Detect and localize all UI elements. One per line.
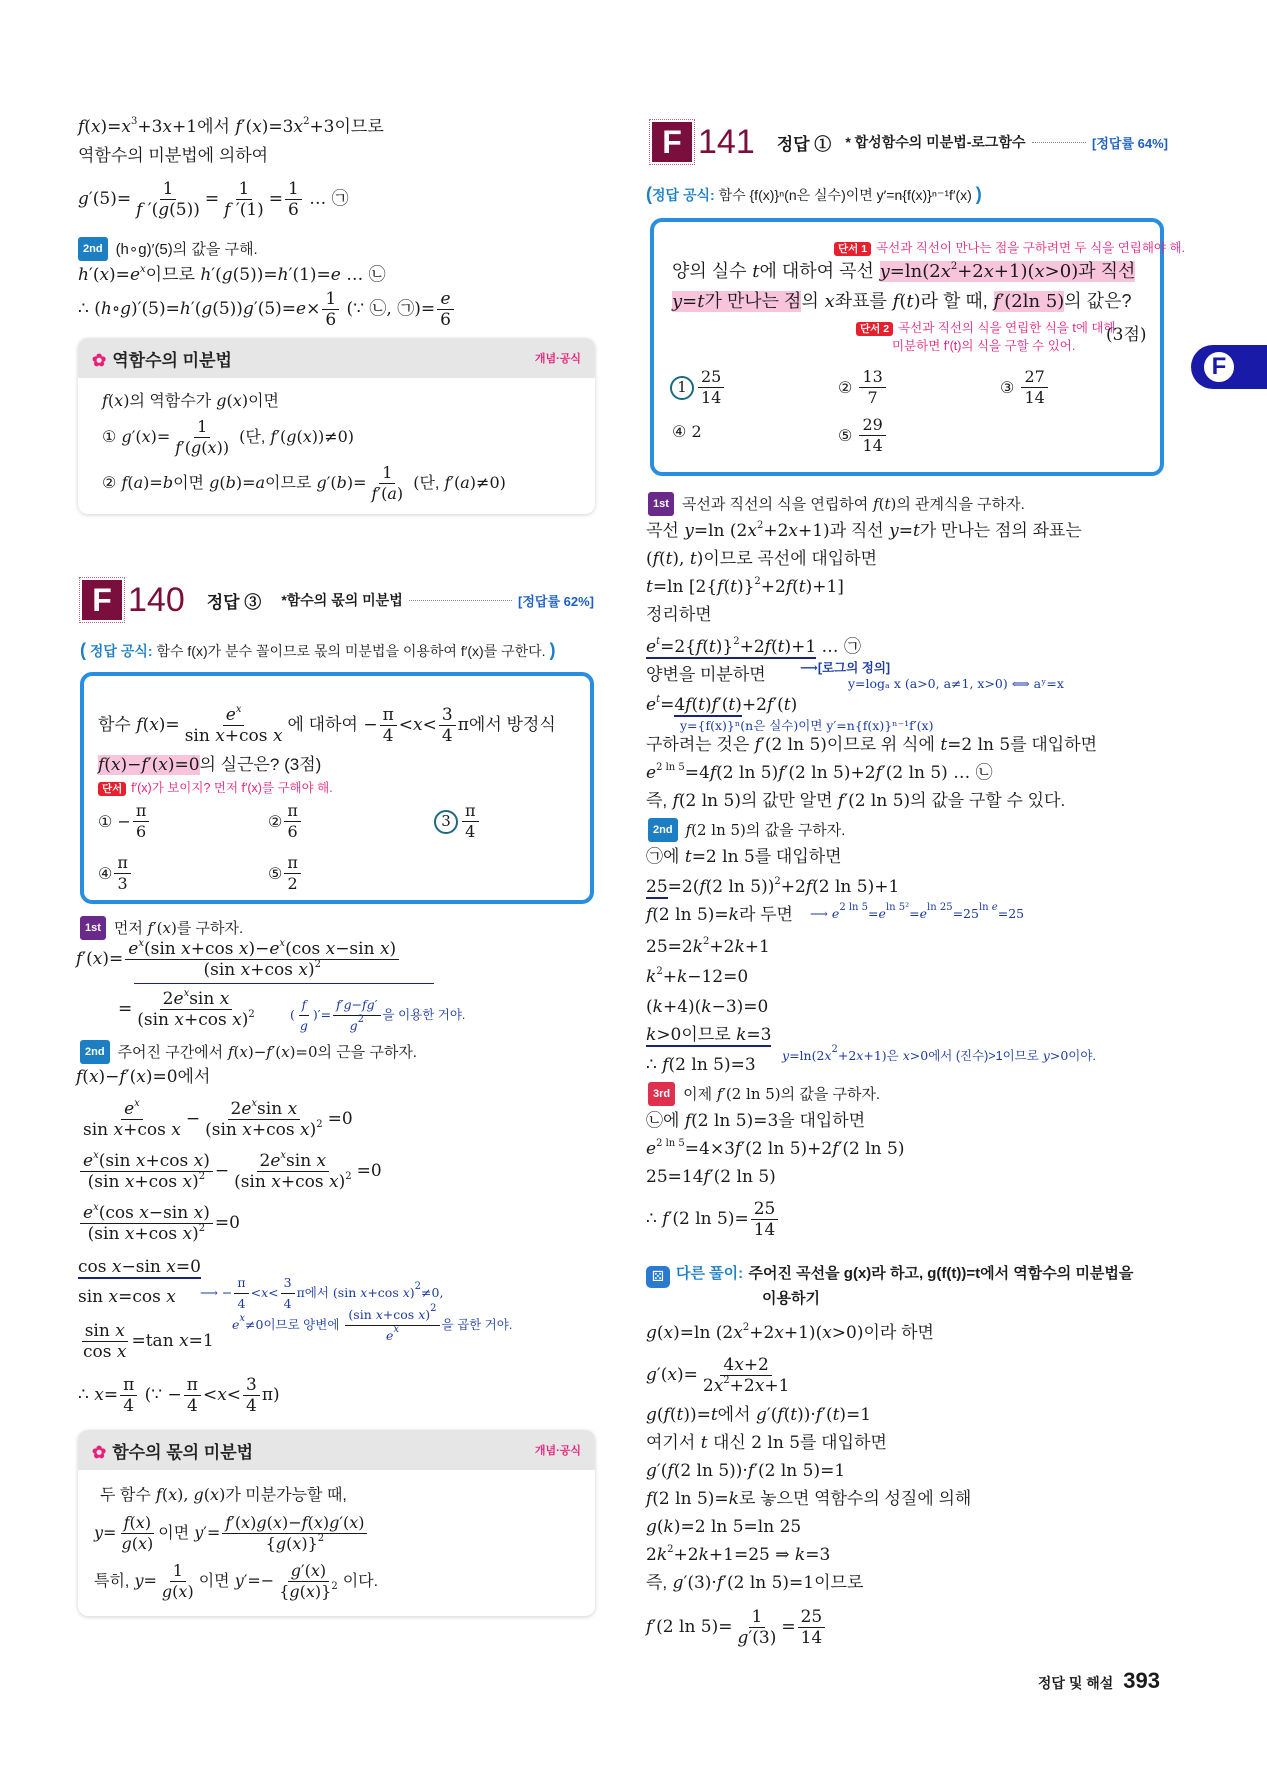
- equation-line: g′(5)= $\frac{1}{f '(g(5))}$ = $\frac{1}{f '(1)}$ = $\frac{1}{6}$ … ㉠: [78, 179, 349, 220]
- text-line: ㉡에 f(2 ln 5)=3을 대입하면: [646, 1111, 866, 1131]
- hint-line: 단서 f′(x)가 보이지? 먼저 f′(x)를 구해야 해.: [98, 776, 333, 800]
- equation-line: $e^t=4f(t)f'(t)+2f'(t)$: [646, 694, 798, 715]
- text-line: 즉, f(2 ln 5)의 값만 알면 f′(2 ln 5)의 값을 구할 수 있다.: [646, 791, 1066, 811]
- equation-line: g′(x)= $\frac{4x+2}{2x^2+2x+1}$: [646, 1355, 790, 1396]
- text-line: 여기서 t 대신 2 ln 5를 대입하면: [646, 1433, 887, 1453]
- step-header: 1st 곡선과 직선의 식을 연립하여 f(t)의 관계식을 구하자.: [648, 492, 1025, 516]
- concept-header: [78, 338, 595, 378]
- hint-line: 단서 1 곡선과 직선이 만나는 점을 구하려면 두 식을 연립해야 해.: [834, 236, 1185, 260]
- text-line: 곡선 y=ln $(2x^2+2x+1)$과 직선 y=t가 만나는 점의 좌표는: [646, 520, 1082, 541]
- text-line: 역함수의 미분법에 의하여: [78, 146, 269, 165]
- question-box-141: [650, 218, 1186, 476]
- question-text: 함수 f(x)= $\frac{e^x}{\text{sin x+cos x}}$ 에 대하여 − $\frac{\pi}{4}$ <x< $\frac{3}{4}$ π에서 방정식: [98, 704, 556, 746]
- choice-4[interactable]: ④ $\frac{\pi}{3}$: [98, 854, 133, 893]
- choice-1[interactable]: ① − $\frac{\pi}{6}$: [98, 802, 151, 841]
- hint-line: 미분하면 f′(t)의 식을 구할 수 있어.: [892, 339, 1076, 353]
- underline: [134, 983, 434, 984]
- equation-line: g(f(t))=t에서 g′(f(t))·f′(t)=1: [646, 1405, 872, 1425]
- choice-3[interactable]: ③ $\frac{27}{14}$: [1000, 368, 1050, 407]
- concept-box-quotient: [78, 1430, 595, 1616]
- chapter-letter-icon: F: [1201, 349, 1237, 385]
- problem-number: 141: [698, 122, 755, 161]
- equation-line: $\frac{e^x}{\text{sin x+cos x}}$ − $\frac{2e^x\sin x}{(\sin x+\cos x)^2}$ =0: [83, 1098, 353, 1140]
- concept-line: 특히, y= $\frac{1}{g(x)}$ 이면 y′=− $\frac{g'(x)}{\{g(x)\}^2}$ 이다.: [94, 1561, 379, 1601]
- question-text: y=t가 만나는 점의 x좌표를 f(t)라 할 때, f′(2ln 5)의 값은?: [672, 291, 1132, 312]
- equation-line: $e^t=2\{f(t)\}^2+2f(t)+1$ … ㉠: [646, 636, 861, 657]
- text-line: f(2 ln 5)=k로 놓으면 역함수의 성질에 의해: [646, 1489, 972, 1509]
- step-2nd-badge: 2nd: [648, 818, 678, 842]
- step-header: 1st 먼저 f′(x)를 구하자.: [80, 916, 243, 940]
- text-line: 양변을 미분하면: [646, 665, 766, 684]
- annotation-note: y=logₐ x (a>0, a≠1, x>0) ⟺ aʸ=x: [848, 676, 1064, 691]
- annotation-note: $y=\ln(2x^2+2x+1)$은 x>0에서 (진수)>1이므로 y>0이야.: [782, 1044, 1096, 1063]
- text-line: (f(t), t)이므로 곡선에 대입하면: [646, 549, 878, 569]
- equation-line: $25=2k^2+2k+1$: [646, 936, 770, 957]
- annotation-note: $e^x\ne 0$이므로 양변에 $\frac{(\sin x+\cos x)^2}{e^x}$ 을 곱한 거야.: [232, 1303, 513, 1343]
- equation-line: $\frac{e^x(\sin x+\cos x)}{(\sin x+\cos x)^2}$ − $\frac{2e^x\sin x}{(\sin x+\cos x)^2}$ =0: [78, 1152, 382, 1191]
- equation-line: = $\frac{2e^x\sin x}{(\sin x+\cos x)^2}$: [118, 988, 255, 1030]
- concept-title: 역함수의 미분법: [112, 350, 232, 370]
- flower-icon: ✿: [92, 1442, 107, 1462]
- step-header: 2nd f(2 ln 5)의 값을 구하자.: [648, 818, 845, 842]
- equation-line: $k^2+k-12=0$: [646, 966, 749, 987]
- equation-line: f′(2 ln 5)= $\frac{1}{g'(3)}$ = $\frac{25}{14}$: [646, 1608, 827, 1647]
- concept-line: 두 함수 f(x), g(x)가 미분가능할 때,: [100, 1485, 347, 1504]
- alt-solution-header-cont: 이용하기: [762, 1290, 820, 1307]
- equation-line: cos x−sin x=0: [78, 1257, 201, 1277]
- dice-icon: ⚄: [646, 1266, 670, 1288]
- concept-line: ① g′(x)= $\frac{1}{f'(g(x))}$ (단, f′(g(x))≠0): [102, 417, 355, 457]
- step-1st-badge: 1st: [648, 492, 674, 516]
- choice-2[interactable]: ② $\frac{\pi}{6}$: [268, 802, 303, 841]
- annotation-note-title: ⟶[로그의 정의]: [800, 660, 891, 675]
- concept-tag: 개념·공식: [534, 353, 581, 365]
- question-box-140: [80, 672, 594, 904]
- selected-circle-mark: 3: [434, 810, 458, 834]
- answer-label: 정답 ①: [776, 134, 832, 154]
- selected-circle-mark: 1: [670, 376, 694, 400]
- equation-line: g(k)=2 ln 5=ln 25: [646, 1517, 802, 1537]
- annotation-note: ⟶ − $\frac{\pi}{4}$ <x< $\frac{3}{4}$ π에서 (sin x+cos x)$^2$≠0,: [200, 1275, 444, 1311]
- equation-line: t=ln $[2\{f(t)\}^2+2f(t)+1]$: [646, 576, 844, 597]
- annotation-note: y={f(x)}ⁿ(n은 실수)이면 y′=n{f(x)}ⁿ⁻¹f′(x): [680, 718, 934, 733]
- step-3rd-badge: 3rd: [648, 1082, 675, 1106]
- dotted-leader: [1032, 142, 1087, 143]
- page-number: 393: [1123, 1668, 1160, 1693]
- correct-rate: [정답률 64%]: [1092, 135, 1168, 151]
- choice-1-selected[interactable]: 1 $\frac{25}{14}$: [670, 368, 726, 407]
- equation-line: ∴ (h∘g)′(5)=h′(g(5))g′(5)=e× $\frac{1}{6}$ (∵ ㉡, ㉠)= $\frac{e}{6}$: [78, 290, 456, 329]
- topic-label: * 합성함수의 미분법-로그함수: [845, 134, 1026, 150]
- equation-line: ∴ f′(2 ln 5)= $\frac{25}{14}$: [646, 1200, 780, 1239]
- text-line: 정리하면: [646, 605, 712, 624]
- step-2nd-badge: 2nd: [80, 1040, 110, 1064]
- annotation-note: ( $\frac{f}{g}$ )′= $\frac{f'g-fg'}{g^2}$ 을 이용한 거야.: [290, 997, 466, 1033]
- text-line: f(2 ln 5)=k라 두면: [646, 905, 793, 925]
- problem-140-header: [82, 580, 594, 620]
- equation-line: k>0이므로 k=3: [646, 1025, 772, 1045]
- step-1st-badge: 1st: [80, 916, 106, 940]
- text-line: $f(x)=x^3+3x+1$에서 $f'(x)=3x^2+3$이므로: [78, 116, 384, 137]
- hint-badge: 단서 2: [856, 322, 893, 336]
- step-header: 2nd 주어진 구간에서 f(x)−f′(x)=0의 근을 구하자.: [80, 1040, 417, 1064]
- annotation-note: ⟶ $e^{2 ln 5}=e^{ln 5^2}=e^{ln 25}=25^{ln e}=25$: [810, 902, 1025, 921]
- concept-line: ② f(a)=b이면 g(b)=a이므로 g′(b)= $\frac{1}{f'(a)}$ (단, f′(a)≠0): [102, 463, 506, 503]
- dotted-leader: [409, 600, 512, 601]
- answer-formula: (정답 공식: 함수 {f(x)}ⁿ(n은 실수)이면 y′=n{f(x)}ⁿ⁻¹f′(x) ): [646, 184, 982, 204]
- choice-4[interactable]: ④ 2: [672, 422, 702, 441]
- problem-141-header: [652, 122, 1168, 162]
- choice-3-selected[interactable]: 3 $\frac{\pi}{4}$: [434, 802, 481, 841]
- concept-header: [78, 1430, 595, 1470]
- concept-box-inverse: [78, 338, 595, 514]
- f-badge: F: [652, 122, 692, 162]
- equation-line: $h'(x)=e^x$이므로 h′(g(5))=h′(1)=e … ㉡: [78, 264, 386, 285]
- equation-line: $\frac{\text{sin x}}{\text{cos x}}$ =tan x=1: [83, 1321, 214, 1362]
- text-line: 즉, g′(3)·f′(2 ln 5)=1이므로: [646, 1573, 864, 1593]
- topic-label: *함수의 몫의 미분법: [281, 592, 403, 608]
- equation-line: ∴ x= $\frac{\pi}{4}$ (∵ − $\frac{\pi}{4}$ <x< $\frac{3}{4}$ π): [78, 1375, 280, 1416]
- choice-2[interactable]: ② $\frac{13}{7}$: [838, 368, 888, 407]
- equation-line: $\frac{e^x(\cos x-\sin x)}{(\sin x+\cos x)^2}$ =0: [78, 1204, 240, 1243]
- chapter-side-tab[interactable]: [1191, 345, 1267, 389]
- answer-formula: ( 정답 공식: 함수 f(x)가 분수 꼴이므로 몫의 미분법을 이용하여 f′(x)를 구한다. ): [80, 640, 556, 660]
- equation-line: f(x)−f′(x)=0에서: [76, 1067, 211, 1087]
- equation-line: g′(f(2 ln 5))·f′(2 ln 5)=1: [646, 1461, 846, 1481]
- equation-line: f′(x)= $\frac{e^x(\sin x+\cos x)-e^x(\cos x-\sin x)}{(\sin x+\cos x)^2}$: [76, 940, 401, 979]
- flower-icon: ✿: [92, 350, 107, 370]
- equation-line: $e^{2 ln 5}=4f(2$ ln 5)f′(2 ln 5)+2f′(2 ln 5) … ㉡: [646, 762, 993, 783]
- text-line: 구하려는 것은 f′(2 ln 5)이므로 위 식에 t=2 ln 5를 대입하면: [646, 735, 1098, 755]
- concept-line: y= $\frac{f(x)}{g(x)}$ 이면 y′= $\frac{f'(x)g(x)-f(x)g'(x)}{\{g(x)\}^2}$: [94, 1514, 369, 1553]
- hint-badge: 단서: [98, 782, 126, 796]
- step-2nd-badge: 2nd: [78, 237, 108, 261]
- answer-label: 정답 ③: [206, 592, 262, 612]
- problem-number: 140: [128, 580, 185, 619]
- equation-line: g(x)=ln $(2x^2+2x+1)(x>0)$이라 하면: [646, 1322, 934, 1343]
- question-text: 양의 실수 t에 대하여 곡선 $y=\ln(2x^2+2x+1)(x>0)$과 직선: [672, 261, 1136, 282]
- hint-line: 단서 2 곡선과 직선의 식을 연립한 식을 t에 대해: [856, 316, 1116, 340]
- page-footer: [1038, 1668, 1160, 1694]
- equation-line: $2k^2+2k+1=25$ ⇒ k=3: [646, 1544, 831, 1565]
- concept-title: 함수의 몫의 미분법: [112, 1442, 254, 1462]
- points-label: (3점): [1106, 325, 1147, 345]
- equation-line: sin x=cos x: [78, 1287, 176, 1307]
- step-header: 2nd (h∘g)′(5)의 값을 구해.: [78, 237, 258, 261]
- equation-line: $e^{2 ln 5}=4\times 3f'(2$ ln 5)+2f′(2 ln 5): [646, 1138, 905, 1159]
- concept-tag: 개념·공식: [534, 1445, 581, 1457]
- choice-5[interactable]: ⑤ $\frac{\pi}{2}$: [268, 854, 303, 893]
- correct-rate: [정답률 62%]: [518, 593, 594, 609]
- step-header: 3rd 이제 f′(2 ln 5)의 값을 구하자.: [648, 1082, 880, 1106]
- choice-5[interactable]: ⑤ $\frac{29}{14}$: [838, 416, 888, 455]
- question-text: f(x)−f′(x)=0의 실근은? (3점): [98, 755, 322, 775]
- equation-line: 25=14f′(2 ln 5): [646, 1167, 776, 1187]
- concept-line: f(x)의 역함수가 g(x)이면: [102, 391, 279, 410]
- hint-badge: 단서 1: [834, 242, 871, 256]
- alt-solution-header: ⚄ 다른 풀이: 주어진 곡선을 g(x)라 하고, g(f(t))=t에서 역함수의 미분법을: [646, 1262, 1133, 1288]
- text-line: ㉠에 t=2 ln 5를 대입하면: [646, 847, 842, 867]
- footer-label: 정답 및 해설: [1037, 1675, 1114, 1691]
- equation-line: ∴ f(2 ln 5)=3: [646, 1055, 756, 1075]
- equation-line: 25=2(f(2 ln 5))$^2$+2f(2 ln 5)+1: [646, 876, 900, 897]
- equation-line: (k+4)(k−3)=0: [646, 997, 769, 1017]
- f-badge: F: [82, 580, 122, 620]
